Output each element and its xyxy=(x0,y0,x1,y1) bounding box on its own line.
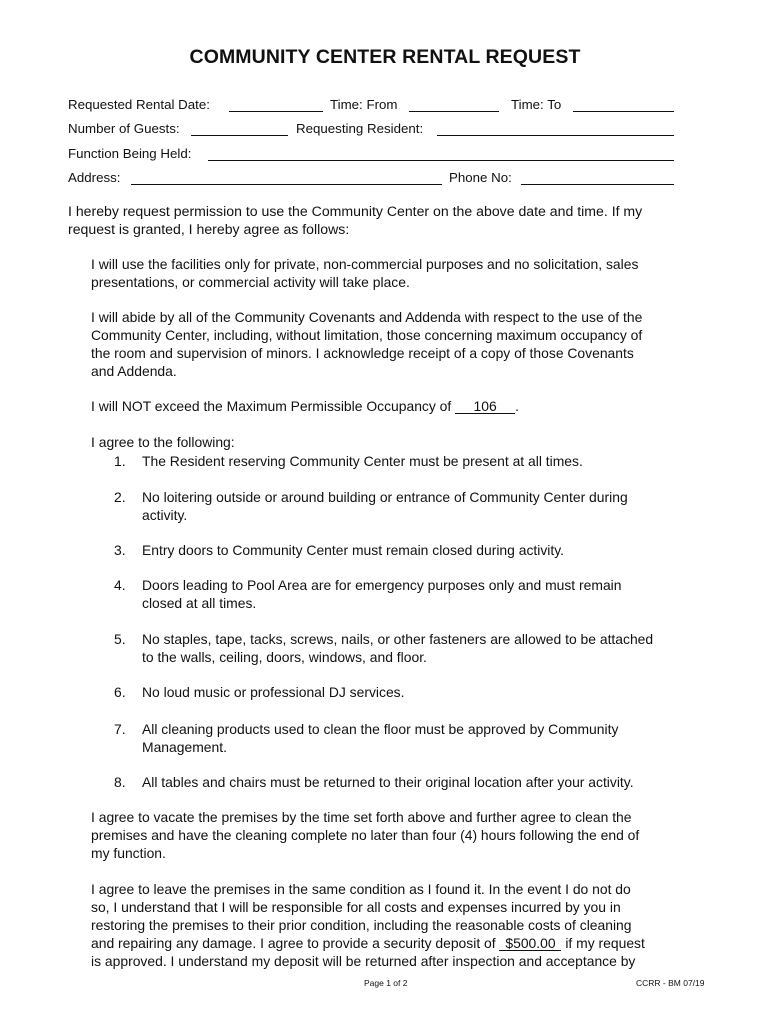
rule-line: Doors leading to Pool Area are for emergency purposes only and must remain xyxy=(142,577,622,593)
rule-text xyxy=(142,452,583,470)
rule-line: No loitering outside or around building or entrance of Community Center during xyxy=(142,489,628,505)
rule-line: closed at all times. xyxy=(142,595,257,611)
rule-number: 3. xyxy=(114,542,126,558)
facilities-paragraph xyxy=(91,255,703,291)
rule-text xyxy=(142,488,628,524)
rule-line: No loud music or professional DJ services. xyxy=(142,684,405,700)
paragraph-line: I agree to vacate the premises by the time set forth above and further agree to clean the xyxy=(91,809,632,825)
page-number: Page 1 of 2 xyxy=(364,978,408,988)
rule-line: Entry doors to Community Center must remain closed during activity. xyxy=(142,542,565,558)
rule-text xyxy=(142,576,621,612)
rule-line: No staples, tape, tacks, screws, nails, or other fasteners are allowed to be attached xyxy=(142,631,654,647)
intro-line: request is granted, I hereby agree as follows: xyxy=(68,221,350,237)
intro-line: I hereby request permission to use the Community Center on the above date and time. If my xyxy=(68,203,643,219)
guests-field[interactable] xyxy=(191,135,288,136)
paragraph-line: and Addenda. xyxy=(91,363,177,379)
rule-text xyxy=(142,773,634,791)
rule-line: to the walls, ceiling, doors, windows, and floor. xyxy=(142,649,427,665)
phone-label: Phone No: xyxy=(449,170,512,185)
rule-number: 4. xyxy=(114,577,126,593)
paragraph-line: premises and have the cleaning complete no later than four (4) hours following the end of xyxy=(91,827,640,843)
paragraph-line: the room and supervision of minors. I acknowledge receipt of a copy of those Covenants xyxy=(91,345,634,361)
function-label: Function Being Held: xyxy=(68,146,192,161)
time-to-field[interactable] xyxy=(573,111,674,112)
occupancy-period: . xyxy=(515,398,519,414)
resident-label: Requesting Resident: xyxy=(296,121,424,136)
occupancy-field[interactable]: 106 xyxy=(455,399,515,414)
rule-number: 2. xyxy=(114,489,126,505)
rule-text xyxy=(142,630,653,666)
rule-text xyxy=(142,683,404,701)
vacate-paragraph xyxy=(91,808,703,862)
covenants-paragraph xyxy=(91,308,703,380)
rule-text xyxy=(142,720,618,756)
rule-line: Management. xyxy=(142,739,227,755)
intro-paragraph xyxy=(68,202,698,238)
address-label: Address: xyxy=(68,170,121,185)
rule-number: 5. xyxy=(114,631,126,647)
rule-number: 6. xyxy=(114,684,126,700)
resident-field[interactable] xyxy=(437,135,674,136)
time-to-label: Time: To xyxy=(511,97,562,112)
rental-date-label: Requested Rental Date: xyxy=(68,97,210,112)
rule-number: 7. xyxy=(114,721,126,737)
paragraph-line: presentations, or commercial activity will take place. xyxy=(91,274,410,290)
paragraph-line: I agree to leave the premises in the same condition as I found it. In the event I do not do xyxy=(91,881,631,897)
paragraph-line: is approved. I understand my deposit will be returned after inspection and acceptance by xyxy=(91,953,636,969)
rental-date-field[interactable] xyxy=(229,111,323,112)
rule-line: All cleaning products used to clean the floor must be approved by Community xyxy=(142,721,619,737)
address-field[interactable] xyxy=(131,184,442,185)
paragraph-line: Community Center, including, without limitation, those concerning maximum occupancy of xyxy=(91,327,643,343)
rule-line: The Resident reserving Community Center must be present at all times. xyxy=(142,453,583,469)
function-field[interactable] xyxy=(208,160,674,161)
rule-line: All tables and chairs must be returned to their original location after your activity. xyxy=(142,774,634,790)
agree-heading: I agree to the following: xyxy=(91,434,235,450)
form-code: CCRR - BM 07/19 xyxy=(636,978,705,988)
leave-paragraph xyxy=(91,880,703,970)
rule-text xyxy=(142,541,564,559)
deposit-text: and repairing any damage. I agree to provide a security deposit of xyxy=(91,935,496,951)
time-from-label: Time: From xyxy=(330,97,398,112)
paragraph-line: so, I understand that I will be responsible for all costs and expenses incurred by you in xyxy=(91,899,621,915)
paragraph-line: I will use the facilities only for private, non-commercial purposes and no solicitation, sales xyxy=(91,256,639,272)
phone-field[interactable] xyxy=(521,184,674,185)
rule-number: 8. xyxy=(114,774,126,790)
guests-label: Number of Guests: xyxy=(68,121,180,136)
occupancy-text: I will NOT exceed the Maximum Permissible Occupancy of xyxy=(91,398,452,414)
occupancy-line xyxy=(91,398,519,415)
paragraph-line: my function. xyxy=(91,845,166,861)
paragraph-line: restoring the premises to their prior condition, including the reasonable costs of cleaning xyxy=(91,917,632,933)
rule-number: 1. xyxy=(114,453,126,469)
deposit-text-after: if my request xyxy=(565,935,645,951)
page-title: COMMUNITY CENTER RENTAL REQUEST xyxy=(189,46,581,68)
paragraph-line: I will abide by all of the Community Covenants and Addenda with respect to the use of the xyxy=(91,309,643,325)
deposit-line xyxy=(91,934,703,952)
time-from-field[interactable] xyxy=(409,111,499,112)
deposit-field[interactable]: $500.00 xyxy=(499,936,561,951)
rule-line: activity. xyxy=(142,507,188,523)
